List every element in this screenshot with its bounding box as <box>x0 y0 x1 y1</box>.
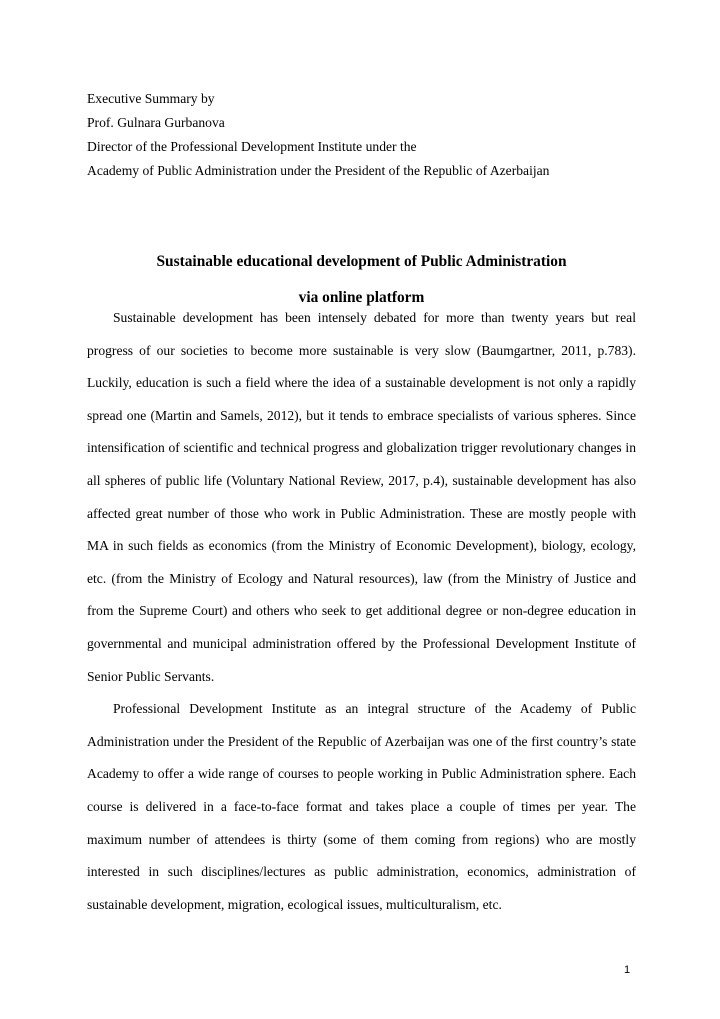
page-number: 1 <box>624 964 631 976</box>
title-line-sub: via online platform <box>298 289 425 306</box>
header-line-institution: Academy of Public Administration under the President of the Republic of Azerbaijan <box>87 163 550 178</box>
paragraph-sustainable-development: Sustainable development has been intensely debated for more than twenty years but real progress of our societies to become more sustainable is very slow (Baumgartner, 2011, p.783). Luckily, education is such a field where the idea of a sustainable development is not only a rapidly spread one (Martin and Samels, 2012), but it tends to embrace specialists of various spheres. Since intensification of scientific and technical progress and globalization trigger revolutionary changes in all spheres of public life (Voluntary National Review, 2017, p.4), sustainable development has also affected great number of those who work in Public Administration. These are mostly people with MA in such fields as economics (from the Ministry of Economic Development), biology, ecology, etc. (from the Ministry of Ecology and Natural resources), law (from the Ministry of Justice and from the Supreme Court) and others who seek to get additional degree or non-degree education in governmental and municipal administration offered by the Professional Development Institute of Senior Public Servants. <box>87 310 636 684</box>
header-line-author: Prof. Gulnara Gurbanova <box>87 115 225 130</box>
title-line-main: Sustainable educational development of Public Administration <box>156 253 567 270</box>
paragraph-institute: Professional Development Institute as an integral structure of the Academy of Public Administration under the President of the Republic of Azerbaijan was one of the first country’s state Academy to offer a wide range of courses to people working in Public Administration sphere. Each course is delivered in a face-to-face format and takes place a couple of times per year. The maximum number of attendees is thirty (some of them coming from regions) who are mostly interested in such disciplines/lectures as public administration, economics, administration of sustainable development, migration, ecological issues, multiculturalism, etc. <box>87 701 636 912</box>
author-header <box>87 87 647 183</box>
header-line-summary: Executive Summary by <box>87 91 215 106</box>
body-text <box>87 302 636 921</box>
header-line-position: Director of the Professional Development Institute under the <box>87 139 417 154</box>
